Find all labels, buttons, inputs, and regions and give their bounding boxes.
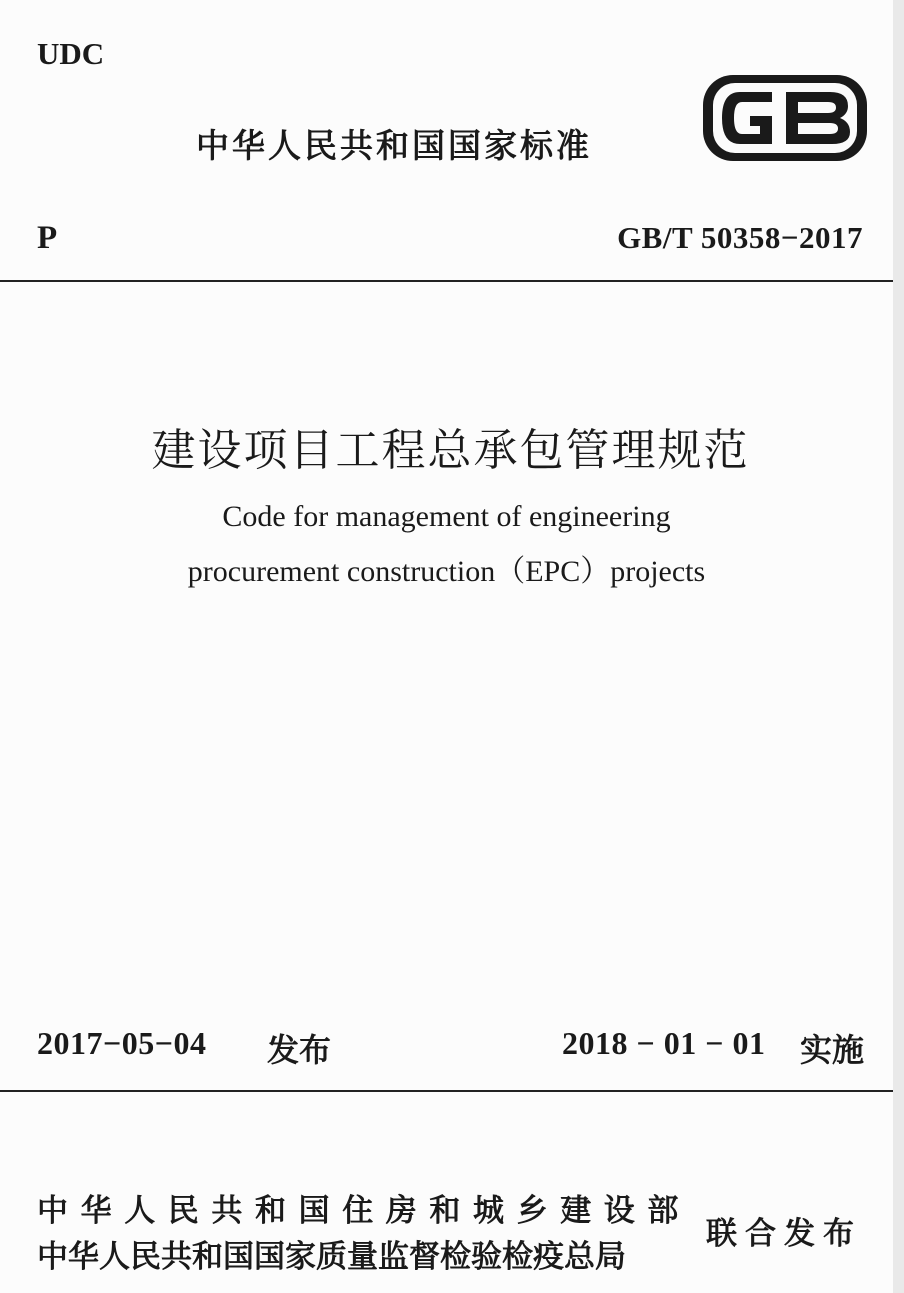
title-english-line1: Code for management of engineering xyxy=(222,500,671,533)
standard-number: GB/T 50358−2017 xyxy=(617,220,863,255)
title-chinese: 建设项目工程总承包管理规范 xyxy=(151,425,750,476)
classification-code: P xyxy=(37,220,58,256)
implement-date: 2018 − 01 − 01 xyxy=(562,1025,766,1061)
footer-divider xyxy=(0,1090,893,1092)
issue-date: 2017−05−04 xyxy=(37,1025,207,1061)
issuer-ministry-housing: 中华人民共和国住房和城乡建设部 xyxy=(37,1193,691,1229)
implement-label: 实施 xyxy=(800,1031,865,1069)
header-divider xyxy=(0,280,893,282)
national-standard-heading: 中华人民共和国国家标准 xyxy=(196,126,592,165)
issuer-aqsiq: 中华人民共和国国家质量监督检验检疫总局 xyxy=(37,1239,626,1275)
title-english-line2: procurement construction（EPC）projects xyxy=(187,555,706,588)
issue-label: 发布 xyxy=(267,1031,332,1069)
udc-label: UDC xyxy=(37,36,105,71)
page-edge xyxy=(893,0,904,1293)
gb-logo-icon xyxy=(700,72,870,164)
joint-issue-label: 联合发布 xyxy=(706,1216,862,1252)
